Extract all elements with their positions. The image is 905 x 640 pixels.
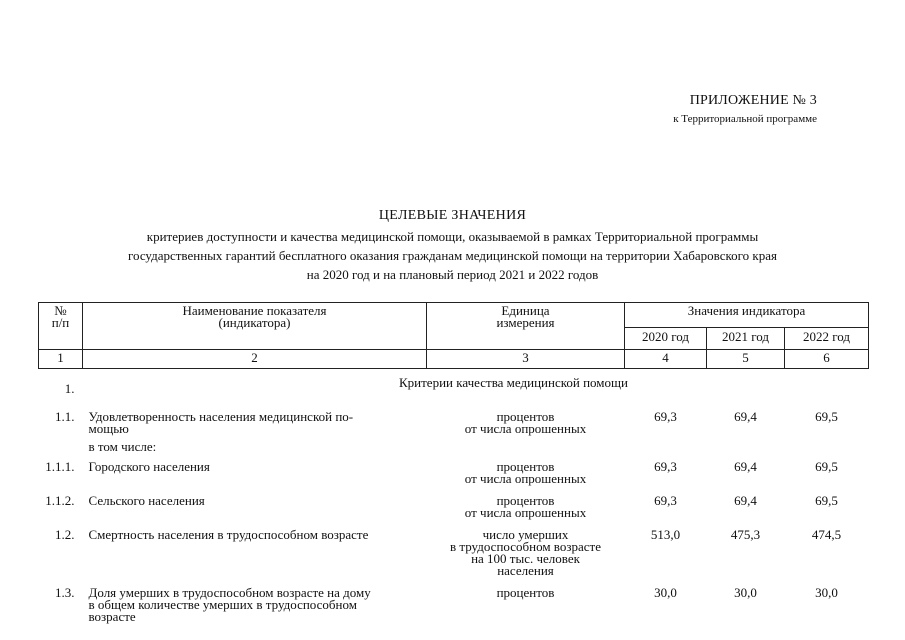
row-indicator-name [83,489,427,523]
column-number: 1 [39,350,83,369]
row-value-2022: 474,5 [811,527,842,542]
appendix-block [673,92,817,126]
table-row [39,523,869,581]
row-indicator-name [83,439,427,457]
row-value-2021: 69,4 [734,409,757,424]
heading-line-1: критериев доступности и качества медицинской помощи, оказываемой в рамках Территориальной программы [146,229,759,244]
header-name-line1: Наименование показателя [182,303,327,318]
header-unit-line1: Единица [501,303,550,318]
header-year-2022: 2022 год [785,328,869,350]
unit-line: от числа опрошенных [464,471,587,486]
header-values-group: Значения индикатора [625,303,869,328]
row-value-2022: 69,5 [815,409,838,424]
column-number: 6 [785,350,869,369]
header-indicator-name [83,303,427,350]
name-line: возрасте [88,609,136,624]
unit-line: от числа опрошенных [464,421,587,436]
row-number: 1.2. [55,527,75,542]
row-value-2021: 475,3 [730,527,761,542]
header-unit [427,303,625,350]
row-indicator-name [83,581,427,627]
row-number: 1.1.1. [45,459,75,474]
row-value-2021: 69,4 [734,459,757,474]
row-value-2021: 69,4 [734,493,757,508]
column-number: 3 [427,350,625,369]
row-number: 1.1. [55,409,75,424]
row-number: 1.1.2. [45,493,75,508]
name-line: Смертность населения в трудоспособном возрасте [88,527,369,542]
table-row [39,457,869,489]
table-row [39,405,869,439]
name-line: мощью [88,421,129,436]
header-year-2021: 2021 год [707,328,785,350]
header-unit-line2: измерения [496,315,555,330]
table-row [39,489,869,523]
column-number: 4 [625,350,707,369]
unit-line: на 100 тыс. человек [471,551,580,566]
heading-line-3: на 2020 год и на плановый период 2021 и 2022 годов [306,267,599,282]
unit-line: процентов [496,459,555,474]
unit-line: процентов [496,585,555,600]
heading-line-2: государственных гарантий бесплатного оказания гражданам медицинской помощи на территории Хабаровского края [127,248,777,263]
row-value-2020: 69,3 [654,459,677,474]
unit-line: в трудоспособном возрасте [450,539,601,554]
unit-line: процентов [496,409,555,424]
section-row [39,369,869,406]
header-number-line1: № [54,303,67,318]
row-indicator-name [83,457,427,489]
row-unit [427,581,625,627]
section-title: Критерии качества медицинской помощи [399,375,628,390]
unit-line: число умерших [482,527,569,542]
heading-title: ЦЕЛЕВЫЕ ЗНАЧЕНИЯ [378,208,527,223]
name-line: Удовлетворенность населения медицинской по- [88,409,354,424]
column-number: 2 [83,350,427,369]
header-number [39,303,83,350]
row-value-2021: 30,0 [734,585,757,600]
name-line: Городского населения [88,459,210,474]
row-unit [427,405,625,439]
row-number: 1.3. [55,585,75,600]
row-number [39,439,83,457]
row-unit [427,489,625,523]
row-value-2022: 69,5 [815,459,838,474]
row-unit [427,523,625,581]
table-row [39,581,869,627]
header-year-2020: 2020 год [625,328,707,350]
document-heading [0,208,905,281]
name-line: Сельского населения [88,493,205,508]
header-name-line2: (индикатора) [218,315,291,330]
row-value-2022: 69,5 [815,493,838,508]
row-value-2020 [625,439,707,457]
appendix-subtitle: к Территориальной программе [673,113,817,125]
row-indicator-name [83,405,427,439]
row-value-2020: 69,3 [654,493,677,508]
row-unit [427,457,625,489]
table-row [39,439,869,457]
row-value-2020: 69,3 [654,409,677,424]
row-value-2020: 513,0 [650,527,681,542]
row-unit [427,439,625,457]
header-number-line2: п/п [51,315,70,330]
row-value-2022 [785,439,869,457]
name-line: в общем количестве умерших в трудоспособном [88,597,357,612]
row-value-2022: 30,0 [815,585,838,600]
column-number: 5 [707,350,785,369]
row-value-2021 [707,439,785,457]
section-number: 1. [64,381,75,396]
row-indicator-name [83,523,427,581]
appendix-title: ПРИЛОЖЕНИЕ № 3 [689,93,817,108]
column-number-row [39,350,869,369]
name-line: Доля умерших в трудоспособном возрасте на дому [88,585,371,600]
row-value-2020: 30,0 [654,585,677,600]
unit-line: от числа опрошенных [464,505,587,520]
name-line: в том числе: [88,439,157,454]
indicators-table [38,302,869,627]
unit-line: процентов [496,493,555,508]
unit-line: населения [497,563,554,578]
